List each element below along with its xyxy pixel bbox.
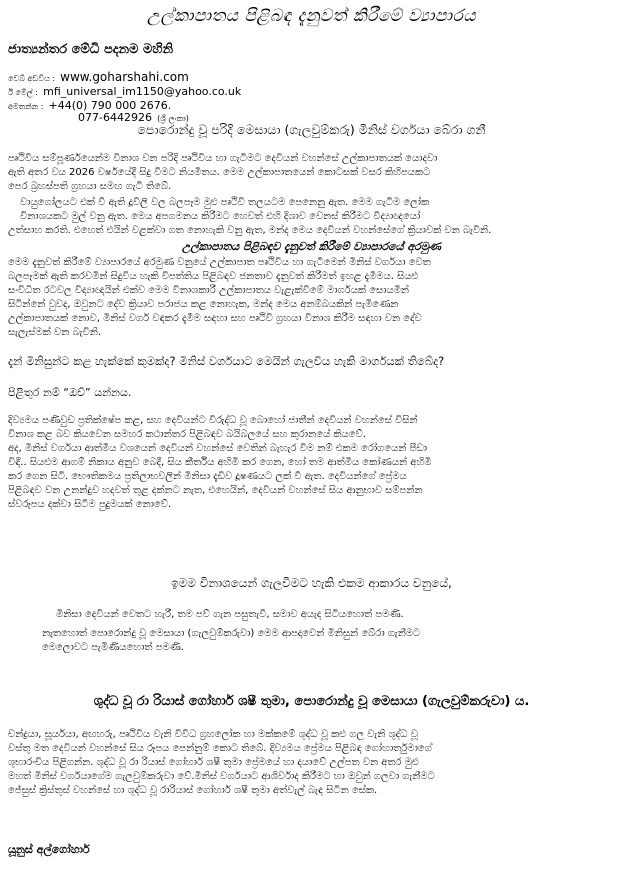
intro-paragraph	[8, 152, 615, 194]
only-way-heading: ඉමම විනාශයෙන් ගැලවීමට හැකි එකම ආකාරය වනුයේ,	[171, 576, 452, 590]
text-line: විනාශයකට මුල් වනු ඇත. මෙය අපගමනය කිරීමට හෙවත් එහි දිශාව වෙනස් කිරීමට විද්‍යාඥයෝ	[20, 211, 421, 222]
question-text: දැන් මිනිසුන්ට කළ හැක්කේ කුමක්ද? මිනිස් වර්ගයාට මෙයින් ගැලවිය හැකි මාර්ගයක් තිබේද?	[8, 354, 445, 368]
text-line: පෙර බ්‍රහස්පති ග්‍රහයා සමඟ ගැටී තිබේ.	[8, 181, 172, 192]
text-line: ජේසුස් ක්‍රිස්තුස් වහන්සේ හා ශුද්ධ වූ රාරියාස් ගෝහාර් ශෂී තුමා අත්වැල් බැඳ සිටින සේක.	[8, 785, 378, 796]
text-line: ඇති අතර වය 2026 වර්ෂයේදී සිදු වීමට නියමිතය. මෙම උල්කාපාතයෙන් කොටසක් වසර කිහිපයකට	[8, 167, 431, 178]
website-value: www.goharshahi.com	[60, 70, 189, 84]
contact-label: අමතන්න :	[8, 102, 44, 111]
text-line: පිළිබඳව වන උනන්දුව හදවත් තුළ දක්නට නැත, එහෙයින්, දෙවියන් වහන්සේ සිය ආනුභාව සම්පන්න	[8, 485, 423, 496]
condition-item: මෙලොවට පැමිණියහොත් පමණි.	[42, 642, 185, 653]
phone-local-note: (ශ්‍රී ලංකා)	[157, 114, 189, 123]
phone-value: +44(0) 790 000 2676.	[48, 99, 172, 112]
saviour-heading: ශුද්ධ වූ රා රියාස් ගෝහාර් ශෂී තුමා, පොරොන්දු වූ මෙසායා (ගැලවුම්කරුවා) ය.	[93, 694, 530, 709]
text-line: විඳී.. සියළුම ආගම් නිකාය අනුව බෙදී, සිය කීර්තිය අහිමි කර ගෙන, හෝ තම ආත්මීය කෝණයන් අහිමි	[8, 457, 432, 468]
closing-paragraph	[8, 728, 615, 798]
text-line: විනාශ කළ බව කියවෙන සමහර කථාන්තර පිළිබඳව බයිබලයේ සහ කුරානයේ කියවේ.	[8, 429, 366, 440]
email-value: mfi_universal_im1150@yahoo.co.uk	[43, 85, 242, 98]
document-title: උල්කාපාතය පිළිබඳ දැනුවත් කිරීමේ ව්‍යාපාරය	[147, 6, 476, 26]
aim-paragraph	[8, 256, 615, 340]
text-line: උල්කාපාතයක් නොව, මිනිස් වර්ග වඳකර දැමීම සඳහා සහ පෘථිවි ග්‍රහයා විනාශ කිරීම සඳහා වන දේව	[8, 313, 422, 324]
impact-paragraph	[8, 196, 615, 238]
signature: යූනුස් අල්ගෝහාර්	[8, 843, 90, 856]
condition-item: නැතහොත් පොරොන්දු වූ මෙසායා (ගැලවුම්කරුවා) මෙම ආපදාවෙන් මිනිසුන් බේරා ගැනීමට	[42, 628, 421, 639]
text-line: චන්ද්‍රයා, සූර්යයා, අඟහරු, පෘථිවිය වැනි විවිධ ග්‍රහලෝක හා මක්කමේ ශුද්ධ වූ කළු ගල වැනි ශුද්ධ වූ	[8, 729, 418, 740]
text-line: කර ගෙන සිටී. භෞතිකමය ප්‍රතිලාභවලින් මිනිසා දැඩිව දූෂණයට ලක් වී ඇත. දෙවියන්ගේ ප්‍රේමය	[8, 471, 407, 482]
contact-label: වෙබ් අඩවිය :	[8, 74, 56, 83]
text-line: සිටින්නේ වුවද, ඔවුනට දේව ක්‍රියාව පරාජය කළ නොහැක, මන්ද මෙය අනම්බයකින් පැමිණෙන	[8, 299, 399, 310]
text-line: සැලැස්මක් වන බැවිනි.	[8, 327, 101, 338]
aim-heading: උල්කාපාතය පිළිබඳව දැනුවත් කිරීමේ ව්‍යාපාරයේ අරමුණ	[181, 240, 442, 253]
document-subtitle: පොරොන්දු වූ පරිදි මෙසායා (ගැලවුම්කරු) මිනිස් වර්ගයා බේරා ගනී	[137, 122, 486, 137]
organization-name: ජාත්‍යන්තර මේධි පදනම මහිනි	[8, 42, 174, 57]
text-line: දිව්‍යමය පණිවුඩ ප්‍රතික්ෂේප කළ, සහ දෙවියන්ට විරුද්ධ වූ බොහෝ ජාතීන් දෙවියන් වහන්සේ විසින්	[8, 415, 418, 426]
text-line: ශුභාරංචිය පිළිගන්න. ශුද්ධ වූ රා රියාස් ගෝහාර් ශෂී තුමා ප්‍රේමයේ හා දයාවේ උල්පත වන අතර මුළු	[8, 757, 419, 768]
text-line: මහත් මිනිස් වර්ගයාගේම ගැලවුම්කරුවා වේ.මිනිස් වර්ගයාට ආශිර්වාද කිරීමට හා ඔවුන් ගලවා ගැනීමට	[8, 771, 435, 782]
text-line: සංවිධිත රටවල විද්‍යාඥයින් එක්ව මෙම විනාශකාරී උල්කාපාතය වැළැක්වීමේ මාර්ගයක් සොයමින්	[8, 285, 409, 296]
contact-label: ඊ මේල් :	[8, 88, 39, 97]
text-line: උත්සාහ කරති. එහෙත් එයින් වළක්වා ගත නොහැකි වනු ඇත, මන්ද මෙය දෙවියන් වහන්සේගේ ක්‍රියාවක් වන බැවිනි.	[8, 225, 492, 236]
text-line: බලපෑමක් ඇති කරවමින් සිදුවිය හැකි විපත්තිය පිළිබඳව ජනතාව දැනුවත් කිරීමත් ඉහළ දැමීමය. සියළු	[8, 271, 419, 282]
answer-text: පිළිතුර නම් “ඔව්” යන්නය.	[8, 386, 132, 399]
text-line: වස්තු මත දෙවියන් වහන්සේ සිය රූපය පෙන්නුම් කොට තිබේ. දිව්‍යමය ප්‍රේමය පිළිබඳ ගෝහාර්තුමාගේ	[8, 743, 432, 754]
text-line: මෙම දැනුවත් කිරීමේ ව්‍යාපාරයේ අරමුණ වනුයේ උල්කාපාත පෘථිවිය හා ගැටීමෙන් මිනිස් වර්ගයා වෙත	[8, 257, 431, 268]
text-line: අද, මිනිස් වර්ගයා ආත්මීය වශයෙන් දෙවියන් වහන්සේ වෙතින් බැහැර වීම නම් එකම රෝගයෙන් පීඩා	[8, 443, 428, 454]
text-line: පෘථිවිය සම්පූර්ණයෙන්ම විනාශ වන පරිදි පෘථිවිය හා ගැටීමට දෙවියන් වහන්සේ උල්කාපාතයක් යොදවා	[8, 153, 438, 164]
text-line: ස්වරූපය දක්වා සිටීම පුදුමයක් නොවේ.	[8, 499, 172, 510]
condition-item: මිනිසා දෙවියන් වෙතට හැරී, තම පව් ගැන පසුතැවී, සමාව අයැද සිටියහොත් පමණි.	[56, 609, 404, 620]
body-paragraph	[8, 414, 615, 512]
phone-local-value: 077-6442926	[78, 111, 152, 124]
text-line: වායුගෝලයට එක් වී ඇති දූවිලි වල බලපෑම මුළු පෘථිවි තලයටම පෙනෙනු ඇත. මෙම ගැටීම ලෝක	[20, 197, 430, 208]
